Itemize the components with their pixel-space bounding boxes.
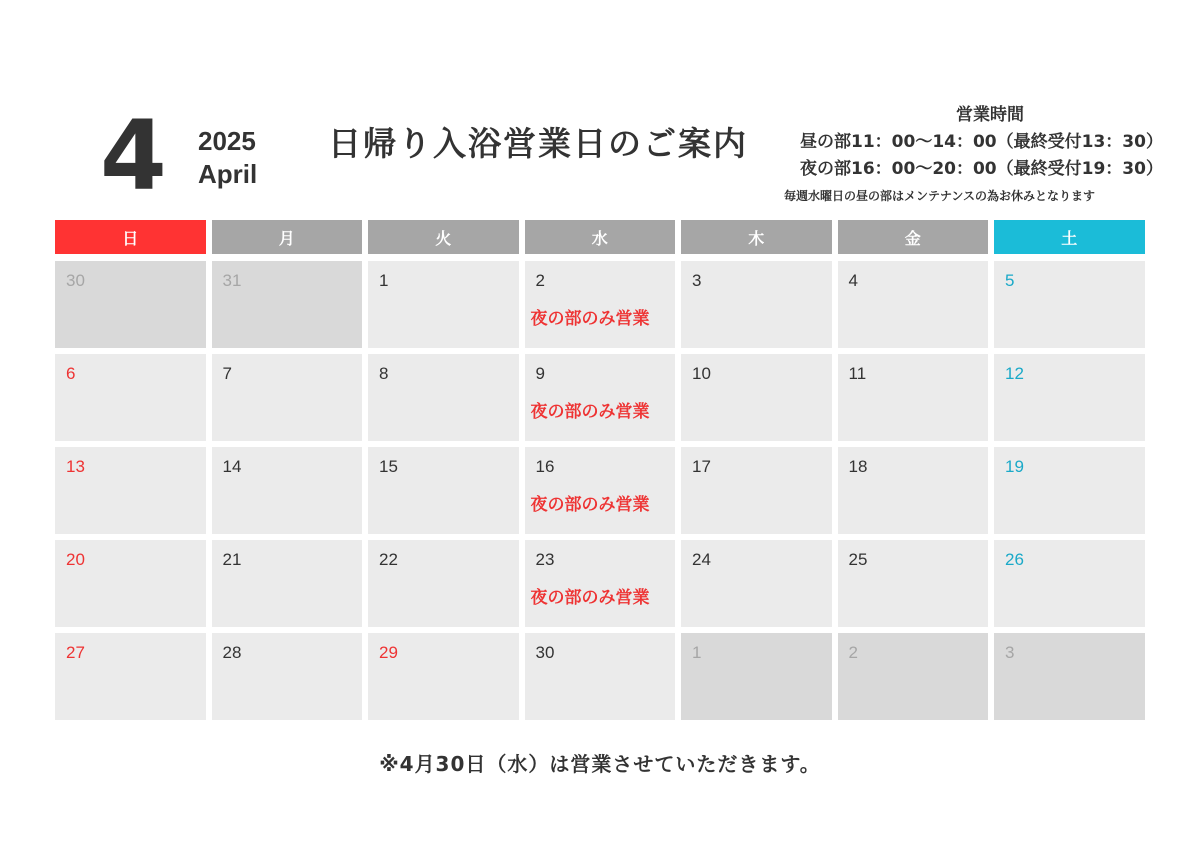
page-title: 日帰り入浴営業日のご案内 bbox=[328, 124, 748, 163]
day-number: 20 bbox=[66, 550, 85, 569]
calendar-grid bbox=[55, 220, 1145, 720]
day-cell bbox=[838, 540, 989, 627]
day-number: 2 bbox=[848, 643, 858, 662]
evening-only-note: 夜の部のみ営業 bbox=[530, 309, 650, 329]
day-cell bbox=[994, 447, 1145, 534]
day-cell bbox=[681, 540, 832, 627]
month-number: 4 bbox=[100, 100, 167, 212]
month-name: April bbox=[198, 159, 258, 189]
day-cell bbox=[368, 447, 519, 534]
day-number: 15 bbox=[379, 457, 398, 476]
day-cell bbox=[838, 447, 989, 534]
day-number: 30 bbox=[66, 271, 85, 290]
day-cell bbox=[681, 633, 832, 720]
day-cell bbox=[55, 354, 206, 441]
day-cell bbox=[55, 540, 206, 627]
day-cell bbox=[994, 540, 1145, 627]
day-number: 29 bbox=[379, 643, 398, 662]
day-number: 10 bbox=[692, 364, 711, 383]
day-cell bbox=[212, 261, 363, 348]
day-cell bbox=[368, 633, 519, 720]
day-cell bbox=[994, 261, 1145, 348]
day-number: 16 bbox=[535, 457, 555, 476]
evening-hours: 夜の部16：00～20：00（最終受付19：30） bbox=[800, 159, 1163, 179]
day-number: 1 bbox=[379, 271, 389, 290]
hours-title: 営業時間 bbox=[956, 105, 1024, 125]
day-number: 8 bbox=[379, 364, 389, 383]
day-cell bbox=[212, 633, 363, 720]
year-label: 2025 bbox=[198, 126, 256, 156]
day-cell bbox=[681, 354, 832, 441]
day-number: 14 bbox=[222, 457, 242, 476]
day-cell bbox=[55, 261, 206, 348]
evening-only-note: 夜の部のみ営業 bbox=[530, 588, 650, 608]
day-number: 4 bbox=[848, 271, 858, 290]
day-cell bbox=[525, 261, 676, 348]
day-cell bbox=[212, 540, 363, 627]
day-number: 27 bbox=[66, 643, 85, 662]
maintenance-note: 毎週水曜日の昼の部はメンテナンスの為お休みとなります bbox=[784, 189, 1096, 203]
evening-only-note: 夜の部のみ営業 bbox=[530, 495, 650, 515]
weekday-tue-header: 火 bbox=[368, 220, 519, 254]
weekday-thu-header: 木 bbox=[681, 220, 832, 254]
day-number: 19 bbox=[1005, 457, 1024, 476]
day-number: 5 bbox=[1005, 271, 1015, 290]
day-cell bbox=[681, 447, 832, 534]
day-number: 9 bbox=[535, 364, 545, 383]
day-number: 1 bbox=[692, 643, 702, 662]
day-number: 11 bbox=[848, 364, 867, 383]
day-number: 2 bbox=[535, 271, 545, 290]
day-number: 23 bbox=[535, 550, 555, 569]
weekday-sun-header: 日 bbox=[55, 220, 206, 254]
day-cell bbox=[994, 354, 1145, 441]
day-cell bbox=[681, 261, 832, 348]
day-cell bbox=[368, 261, 519, 348]
day-cell bbox=[525, 633, 676, 720]
day-number: 24 bbox=[692, 550, 711, 569]
day-number: 3 bbox=[1005, 643, 1015, 662]
footer-note: ※4月30日（水）は営業させていただきます。 bbox=[379, 752, 821, 776]
evening-only-note: 夜の部のみ営業 bbox=[530, 402, 650, 422]
day-number: 17 bbox=[692, 457, 711, 476]
day-cell bbox=[525, 354, 676, 441]
day-cell bbox=[368, 354, 519, 441]
day-cell bbox=[525, 540, 676, 627]
day-number: 21 bbox=[222, 550, 242, 569]
weekday-fri-header: 金 bbox=[838, 220, 989, 254]
day-cell bbox=[994, 633, 1145, 720]
day-cell bbox=[368, 540, 519, 627]
day-cell bbox=[838, 633, 989, 720]
weekday-wed-header: 水 bbox=[525, 220, 676, 254]
day-cell bbox=[212, 447, 363, 534]
day-number: 22 bbox=[379, 550, 398, 569]
day-number: 13 bbox=[66, 457, 85, 476]
day-cell bbox=[55, 633, 206, 720]
day-number: 30 bbox=[535, 643, 555, 662]
weekday-sat-header: 土 bbox=[994, 220, 1145, 254]
day-number: 18 bbox=[848, 457, 868, 476]
day-cell bbox=[212, 354, 363, 441]
day-number: 6 bbox=[66, 364, 76, 383]
day-number: 25 bbox=[848, 550, 868, 569]
day-number: 7 bbox=[222, 364, 232, 383]
day-cell bbox=[838, 261, 989, 348]
day-number: 12 bbox=[1005, 364, 1024, 383]
business-hours bbox=[784, 100, 1195, 204]
day-cell bbox=[525, 447, 676, 534]
weekday-mon-header: 月 bbox=[212, 220, 363, 254]
day-cell bbox=[838, 354, 989, 441]
day-number: 28 bbox=[222, 643, 242, 662]
day-number: 31 bbox=[222, 271, 242, 290]
day-number: 26 bbox=[1005, 550, 1024, 569]
day-number: 3 bbox=[692, 271, 702, 290]
lunch-hours: 昼の部11：00～14：00（最終受付13：30） bbox=[800, 132, 1163, 152]
day-cell bbox=[55, 447, 206, 534]
